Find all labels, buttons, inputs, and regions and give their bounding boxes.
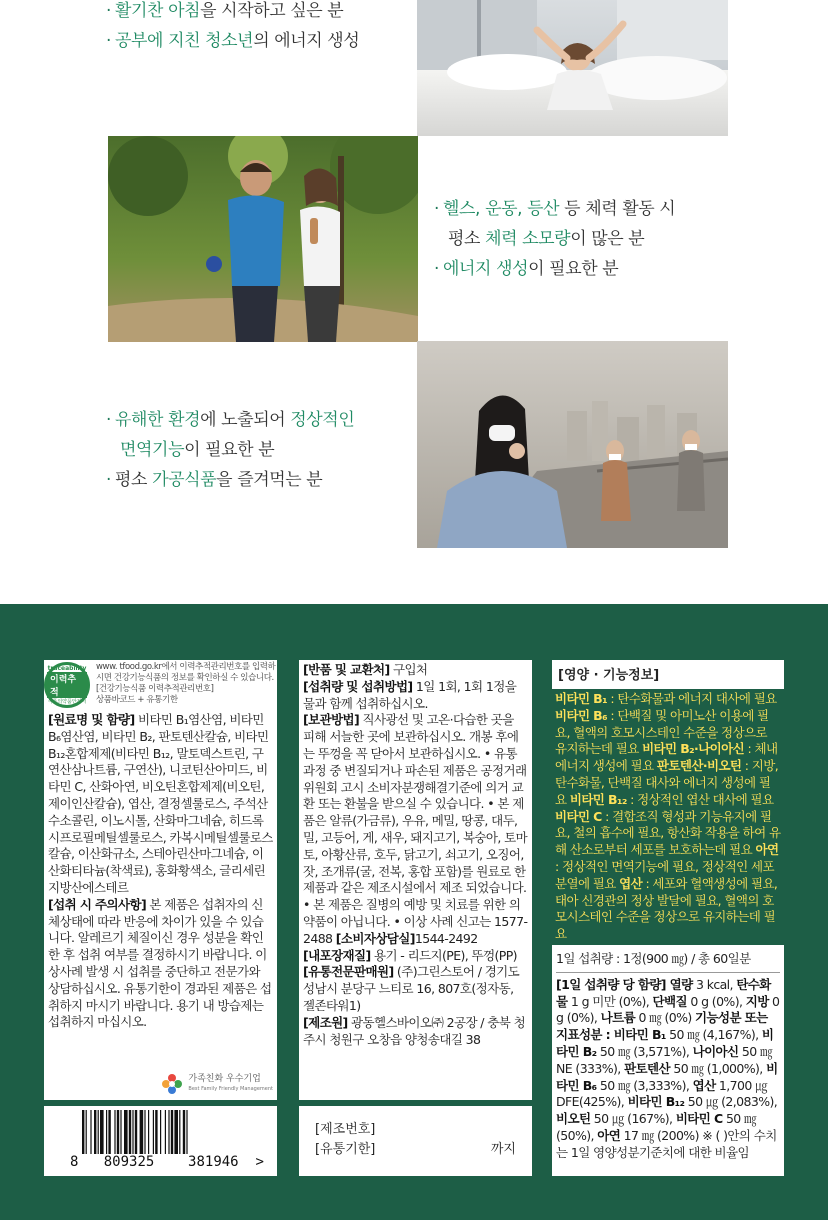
seller-info: [유통전문판매원] (주)그린스토어 / 경기도 성남시 분당구 느티로 16, 807호(정자동, 젤존타워1)	[303, 964, 520, 1013]
nutrition-facts: [1일 섭취량 당 함량] 열량 3 kcal, 탄수화물 1 g 미만 (0%), 단백질 0 g (0%), 지방 0 g (0%), 나트륨 0 ㎎ (0%) 기능성분 또는 지표성분 : 비타민 B₁ 50 ㎎ (4,167%), 비타민 B₂ 50 ㎎ (3,571%), 나이아신 50 ㎎ NE (333%), 판토텐산 50 ㎎ (1,000%), 비타민 B₆ 50 ㎎ (3,333%), 엽산 1,700 ㎍ DFE(425%), 비타민 B₁₂ 50 ㎍ (2,083%), 비오틴 50 ㎍ (167%), 비타민 C 50 ㎎ (50%), 아연 17 ㎎ (200%) ※ ( )안의 수치는 1일 영양성분기준치에 대한 비율임	[556, 976, 780, 1160]
expiry-suffix: 까지	[490, 1142, 516, 1157]
maker-info: [제조원] 광동헬스바이오㈜ 2공장 / 충북 청주시 청원구 오창읍 양청송대길 38	[303, 1014, 526, 1047]
usage-scenarios-section	[0, 0, 828, 604]
serving-size: 1일 섭취량 : 1정(900 ㎎) / 총 60일분	[556, 950, 751, 966]
traceability-block	[44, 660, 277, 708]
traceability-info: www. tfood.go.kr에서 이력추적관리번호를 입력하시면 건강기능식품의 정보를 확인하실 수 있습니다. [건강기능식품 이력추적관리번호] 상품바코드 + 유통기한	[96, 662, 276, 705]
expiry-label: [유통기한]	[315, 1142, 376, 1157]
serial-number-label: [제조번호]	[315, 1122, 376, 1137]
traceability-logo-icon: traceability 이력추적 식품의약품안전처	[44, 662, 90, 708]
manufacture-info-box	[299, 1106, 532, 1176]
intake-info: [섭취량 및 섭취방법] 1일 1회, 1회 1정을 물과 함께 섭취하십시오.	[303, 678, 517, 711]
usage-info-column	[299, 660, 532, 1100]
barcode	[44, 1106, 277, 1176]
barcode-bars	[82, 1110, 242, 1156]
scenario-exercise-text: · 헬스, 운동, 등산 등 체력 활동 시 평소 체력 소모량이 많은 분 · 에너지 생성이 필요한 분	[434, 199, 676, 279]
function-info: 비타민 B₁ : 탄수화물과 에너지 대사에 필요 비타민 B₆ : 단백질 및 아미노산 이용에 필요, 혈액의 호모시스테인 수준을 정상으로 유지하는데 필요 비타민 B₂·나이아신 : 체내 에너지 생성에 필요 판토텐산·비오틴 : 지방, 탄수화물, 단백질 대사와 에너지 생성에 필요 비타민 B₁₂ : 정상적인 엽산 대사에 필요 비타민 C : 결합조직 형성과 기능유지에 필요, 철의 흡수에 필요, 항산화 작용을 하여 유해 산소로부터 세포를 보호하는데 필요 아연 : 정상적인 면역기능에 필요, 정상적인 세포 분열에 필요 엽산 : 세포와 혈액생성에 필요, 태아 신경관의 정상 발달에 필요, 혈액의 호모시스테인 수준을 정상으로 유지하는데 필요	[552, 689, 784, 945]
morning-stretch-photo	[417, 0, 728, 136]
package-info: [내포장재질] 용기 - 리드지(PE), 뚜껑(PP)	[303, 947, 517, 963]
nutrition-column	[552, 660, 784, 1176]
running-couple-photo	[108, 136, 418, 342]
scenario-morning-text: · 활기찬 아침을 시작하고 싶은 분 · 공부에 지친 청소년의 에너지 생성	[106, 1, 360, 51]
fine-dust-masks-photo	[417, 341, 728, 548]
caution-text: [섭취 시 주의사항] 본 제품은 섭취자의 신체상태에 따라 반응에 차이가 있을 수 있습니다. 알레르기 체질이신 경우 성분을 확인한 후 섭취 여부를 결정하시기 바랍니다. 이상사례 발생 시 섭취를 중단하고 전문가와 상담하십시오. 유통기한이 경과된 제품은 섭취하지 마시기 바랍니다. 용기 내 방습제는 섭취하지 마십시오.	[48, 896, 272, 1030]
ingredients-column	[44, 660, 277, 1100]
scenario-environment-text: · 유해한 환경에 노출되어 정상적인 면역기능이 필요한 분 · 평소 가공식품을 즐겨먹는 분	[106, 410, 355, 490]
ingredients-text: [원료명 및 함량] 비타민 B₁염산염, 비타민 B₆염산염, 비타민 B₂, 판토텐산칼슘, 비타민 B₁₂혼합제제(비타민 B₁₂, 말토덱스트린, 구연산삼나트륨, 구연산), 니코틴산아미드, 비타민 C, 산화아연, 비오틴혼합제제(비오틴, 제이인산칼슘), 엽산, 결정셀룰로스, 주석산수소콜린, 이노시톨, 산화마그네슘, 히드록시프로필메틸셀룰로스, 카복시메틸셀룰로스칼슘, 이산화규소, 스테아린산마그네슘, 이산화티타늄(착색료), 홍화황색소, 글리세린지방산에스테르	[48, 712, 273, 895]
storage-info: [보관방법] 직사광선 및 고온·다습한 곳을 피해 서늘한 곳에 보관하십시오. 개봉 후에는 뚜껑을 꼭 닫아서 보관하십시오. • 유통과정 중 변질되거나 파손된 제품은 공정거래위원회 고시 소비자분쟁해결기준에 의거 교환 또는 환불을 받으실 수 있습니다. • 본 제품은 알류(가금류), 우유, 메밀, 땅콩, 대두, 밀, 고등어, 게, 새우, 돼지고기, 복숭아, 토마토, 아황산류, 호두, 닭고기, 쇠고기, 오징어, 잣, 조개류(굴, 전복, 홍합 포함)를 원료로 한 제품과 같은 제조시설에서 제조 되었습니다. • 본 제품은 질병의 예방 및 치료를 위한 의약품이 아닙니다. • 이상 사례 신고는 1577-2488 [소비자상담실]1544-2492	[303, 712, 528, 946]
nutrition-heading: [영양 · 기능정보]	[558, 668, 660, 683]
return-info: [반품 및 교환처] 구입처	[303, 662, 428, 677]
family-friendly-logo: 가족친화 우수기업 Best Family Friendly Management	[160, 1072, 273, 1096]
barcode-number: 8 809325 381946 >	[70, 1154, 264, 1170]
family-flower-icon	[160, 1072, 184, 1096]
